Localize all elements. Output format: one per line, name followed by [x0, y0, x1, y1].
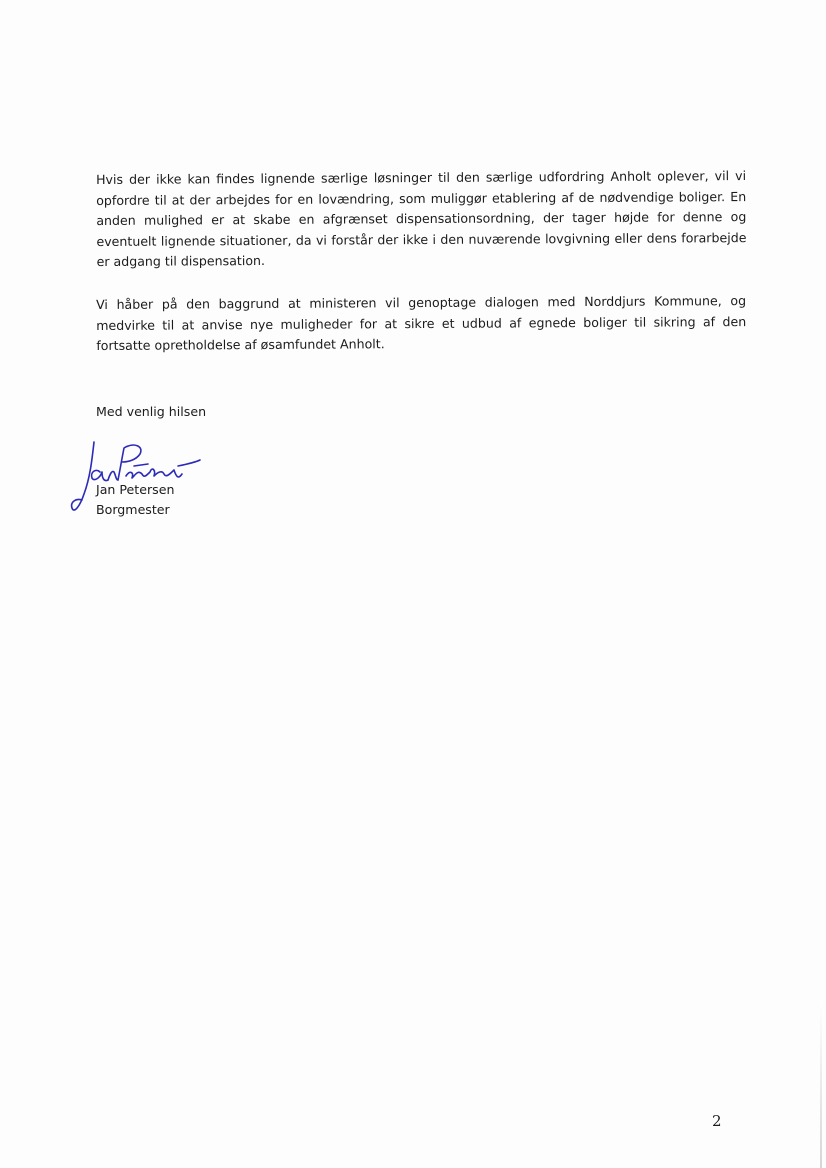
page-number: 2	[712, 1112, 722, 1130]
scan-edge-shadow	[820, 1000, 822, 1168]
paragraph-2: Vi håber på den baggrund at ministeren vil genoptage dialogen med Norddjurs Kommune, og medvirke til at anvise nye muligheder for at sikre et udbud af egnede boliger til sikring af den fortsatte opretholdelse af øsamfundet Anholt.	[96, 292, 747, 353]
signer-title: Borgmester	[96, 502, 170, 517]
signer-name: Jan Petersen	[96, 482, 175, 497]
letter-body	[96, 170, 746, 378]
closing-salutation: Med venlig hilsen	[96, 404, 207, 419]
paragraph-1: Hvis der ikke kan findes lignende særlige løsninger til den særlige udfordring Anholt oplever, vil vi opfordre til at der arbejdes for en lovændring, som muliggør etablering af de nødvendige boliger. En anden mulighed er at skabe en afgrænset dispensationsordning, der tager højde for denne og eventuelt lignende situationer, da vi forstår der ikke i den nuværende lovgivning eller dens forarbejde er adgang til dispensation.	[96, 168, 747, 269]
